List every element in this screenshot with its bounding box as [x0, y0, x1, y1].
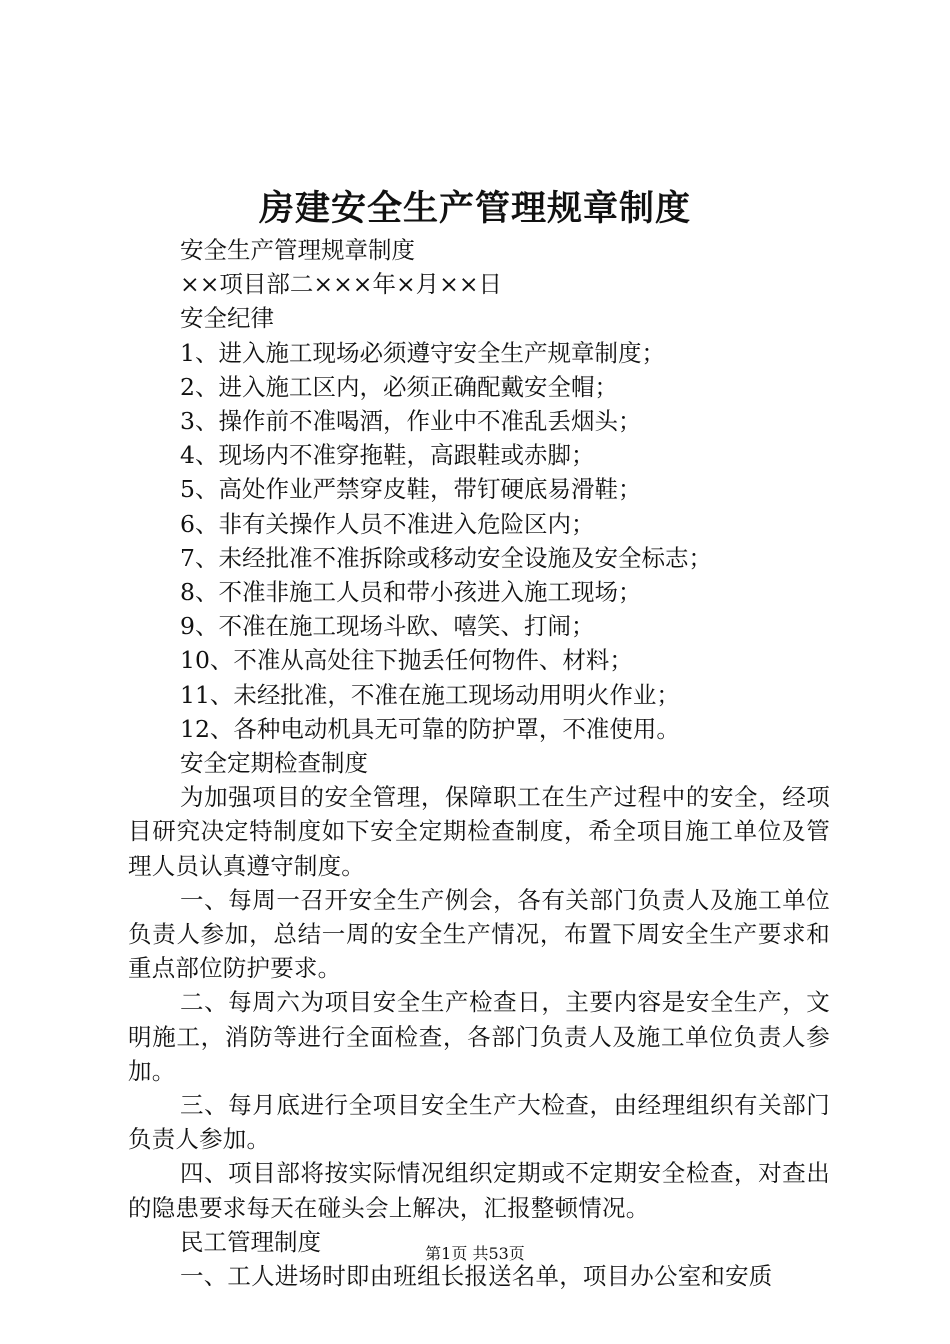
- document-title: 房建安全生产管理规章制度: [258, 188, 691, 229]
- subtitle-line: 安全生产管理规章制度: [180, 236, 415, 264]
- rule-item: 10、不准从高处往下抛丢任何物件、材料；: [180, 646, 633, 675]
- rule-item: 7、未经批准不准拆除或移动安全设施及安全标志；: [180, 543, 712, 572]
- rule-item: 3、操作前不准喝酒，作业中不准乱丢烟头；: [180, 407, 642, 436]
- rule-item: 5、高处作业严禁穿皮鞋，带钉硬底易滑鞋；: [180, 475, 642, 504]
- rule-item: 9、不准在施工现场斗欧、嘻笑、打闹；: [180, 612, 595, 641]
- paragraph: 一、工人进场时即由班组长报送名单，项目办公室和安质: [180, 1262, 773, 1291]
- paragraph: 四、项目部将按实际情况组织定期或不定期安全检查，对查出的隐患要求每天在碰头会上解决，汇报整顿情况。: [128, 1159, 830, 1222]
- section-heading-discipline: 安全纪律: [180, 304, 274, 333]
- rule-item: 12、各种电动机具无可靠的防护罩，不准使用。: [180, 714, 680, 743]
- rule-item: 4、现场内不准穿拖鞋，高跟鞋或赤脚；: [180, 441, 595, 470]
- rule-item: 8、不准非施工人员和带小孩进入施工现场；: [180, 578, 642, 607]
- page-number-footer: 第1页 共53页: [425, 1244, 525, 1263]
- paragraph: 为加强项目的安全管理，保障职工在生产过程中的安全，经项目研究决定特制度如下安全定期检查制度，希全项目施工单位及管理人员认真遵守制度。: [128, 783, 830, 880]
- rule-item: 11、未经批准，不准在施工现场动用明火作业；: [180, 680, 680, 709]
- rule-item: 6、非有关操作人员不准进入危险区内；: [180, 509, 595, 538]
- document-body: [128, 233, 830, 1293]
- paragraph: 三、每月底进行全项目安全生产大检查，由经理组织有关部门负责人参加。: [128, 1091, 830, 1154]
- section-heading-inspection: 安全定期检查制度: [180, 749, 368, 778]
- date-line: ××项目部二×××年×月××日: [180, 270, 503, 299]
- paragraph: 一、每周一召开安全生产例会，各有关部门负责人及施工单位负责人参加，总结一周的安全生产情况，布置下周安全生产要求和重点部位防护要求。: [128, 885, 830, 983]
- section-heading-workers: 民工管理制度: [180, 1227, 321, 1256]
- rule-item: 1、进入施工现场必须遵守安全生产规章制度；: [180, 338, 665, 367]
- rule-item: 2、进入施工区内，必须正确配戴安全帽；: [180, 372, 618, 401]
- paragraph: 二、每周六为项目安全生产检查日，主要内容是安全生产，文明施工，消防等进行全面检查，各部门负责人及施工单位负责人参加。: [128, 988, 830, 1085]
